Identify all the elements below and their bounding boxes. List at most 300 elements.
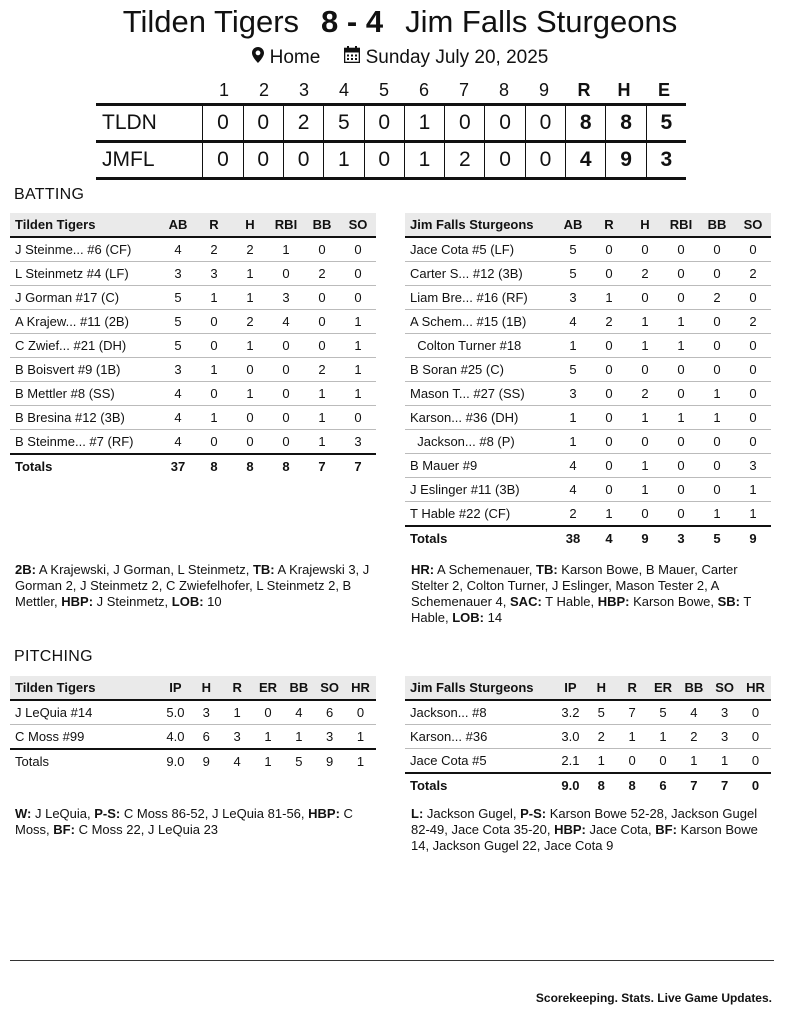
stat-cell: 1 xyxy=(627,478,663,502)
line-score-h: 8 xyxy=(605,106,645,140)
table-col-header: H xyxy=(191,676,222,700)
table-row xyxy=(405,749,771,774)
note-key: P-S: xyxy=(520,806,547,821)
away-team-name: Jim Falls Sturgeons xyxy=(405,4,678,39)
player-name: Mason T... #27 (SS) xyxy=(405,382,555,406)
table-col-header: BB xyxy=(678,676,709,700)
stat-cell: 4 xyxy=(555,310,591,334)
inning-score: 0 xyxy=(202,143,242,177)
table-row xyxy=(405,502,771,527)
stat-cell: 1 xyxy=(555,430,591,454)
player-name: Jackson... #8 (P) xyxy=(405,430,555,454)
stat-cell: 1 xyxy=(663,310,699,334)
stat-cell: 4 xyxy=(160,430,196,455)
table-row xyxy=(405,310,771,334)
table-row xyxy=(405,262,771,286)
line-score-col-header: 3 xyxy=(298,79,309,100)
stat-cell: 0 xyxy=(340,262,376,286)
note-value: A Krajewski 3, J Gorman 2, J Steinmetz 2, C Zwiefelhofer, L Steinmetz 2, B Mettler, xyxy=(15,562,370,609)
stat-cell: 0 xyxy=(268,358,304,382)
stat-cell: 0 xyxy=(699,358,735,382)
stat-cell: 0 xyxy=(340,237,376,262)
stat-cell: 1 xyxy=(232,382,268,406)
stat-cell: 1 xyxy=(340,310,376,334)
stat-cell: 5 xyxy=(586,700,617,725)
player-name: Liam Bre... #16 (RF) xyxy=(405,286,555,310)
stat-cell: 2 xyxy=(196,237,232,262)
stat-cell: 5 xyxy=(160,334,196,358)
batting-table-home xyxy=(10,213,376,478)
stat-cell: 2 xyxy=(627,382,663,406)
table-col-header: H xyxy=(232,213,268,237)
stat-cell: 1 xyxy=(555,334,591,358)
stat-cell: 0 xyxy=(735,237,771,262)
stat-cell: 2 xyxy=(699,286,735,310)
stat-cell: 5 xyxy=(555,358,591,382)
table-team-header: Jim Falls Sturgeons xyxy=(405,676,555,700)
stat-cell: 6 xyxy=(191,725,222,750)
location-label: Home xyxy=(269,47,321,68)
inning-score: 5 xyxy=(323,106,363,140)
game-title xyxy=(0,4,800,40)
totals-cell: 7 xyxy=(678,773,709,797)
totals-cell: 7 xyxy=(340,454,376,478)
stat-cell: 0 xyxy=(735,406,771,430)
stat-cell: 2 xyxy=(304,262,340,286)
stat-cell: 3 xyxy=(191,700,222,725)
table-row xyxy=(405,478,771,502)
player-name: B Bresina #12 (3B) xyxy=(10,406,160,430)
inning-score: 0 xyxy=(202,106,242,140)
stat-cell: 1 xyxy=(196,406,232,430)
stat-cell: 0 xyxy=(196,382,232,406)
stat-cell: 5.0 xyxy=(160,700,191,725)
table-header-row xyxy=(405,213,771,237)
totals-cell: 1 xyxy=(345,749,376,773)
stat-cell: 0 xyxy=(663,478,699,502)
stat-cell: 2 xyxy=(232,310,268,334)
player-name: J Eslinger #11 (3B) xyxy=(405,478,555,502)
stat-cell: 0 xyxy=(663,286,699,310)
note-key: LOB: xyxy=(452,610,484,625)
totals-cell: 8 xyxy=(232,454,268,478)
table-col-header: R xyxy=(617,676,648,700)
totals-row xyxy=(10,454,376,478)
stat-cell: 2 xyxy=(627,262,663,286)
pitching-notes-home xyxy=(15,806,377,838)
stat-cell: 1 xyxy=(283,725,314,750)
note-value: C Moss, xyxy=(15,806,353,837)
table-col-header: RBI xyxy=(268,213,304,237)
stat-cell: 0 xyxy=(196,430,232,455)
stat-cell: 3 xyxy=(340,430,376,455)
stat-cell: 2 xyxy=(735,310,771,334)
note-key: LOB: xyxy=(171,594,204,609)
totals-label: Totals xyxy=(405,526,555,550)
note-value: C Moss 86-52, J LeQuia 81-56, xyxy=(120,806,309,821)
stat-cell: 1 xyxy=(709,749,740,774)
table-col-header: RBI xyxy=(663,213,699,237)
stat-cell: 0 xyxy=(627,502,663,527)
line-score-team: TLDN xyxy=(102,111,157,134)
totals-cell: 38 xyxy=(555,526,591,550)
table-row xyxy=(10,700,376,725)
table-col-header: AB xyxy=(555,213,591,237)
player-name: Jace Cota #5 xyxy=(405,749,555,774)
line-score-col-header: 6 xyxy=(418,79,429,100)
stat-cell: 0 xyxy=(735,334,771,358)
stat-cell: 1 xyxy=(304,406,340,430)
stat-cell: 7 xyxy=(617,700,648,725)
line-score-header xyxy=(96,77,686,103)
stat-cell: 1 xyxy=(555,406,591,430)
player-name: J LeQuia #14 xyxy=(10,700,160,725)
totals-cell: 8 xyxy=(196,454,232,478)
stat-cell: 2 xyxy=(586,725,617,749)
table-row xyxy=(405,725,771,749)
stat-cell: 1 xyxy=(648,725,679,749)
inning-score: 2 xyxy=(444,143,484,177)
stat-cell: 0 xyxy=(663,502,699,527)
stat-cell: 0 xyxy=(304,310,340,334)
stat-cell: 1 xyxy=(232,262,268,286)
map-pin-icon xyxy=(252,47,264,69)
stat-cell: 0 xyxy=(663,237,699,262)
stat-cell: 0 xyxy=(663,430,699,454)
note-key: BF: xyxy=(655,822,677,837)
pitching-notes-away xyxy=(411,806,773,854)
stat-cell: 0 xyxy=(735,430,771,454)
note-value: Jackson Gugel, xyxy=(423,806,521,821)
table-col-header: ER xyxy=(648,676,679,700)
totals-cell: 8 xyxy=(268,454,304,478)
stat-cell: 1 xyxy=(222,700,253,725)
note-key: HBP: xyxy=(597,594,630,609)
stat-cell: 2.1 xyxy=(555,749,586,774)
inning-score: 0 xyxy=(283,143,323,177)
stat-cell: 5 xyxy=(555,262,591,286)
stat-cell: 0 xyxy=(591,358,627,382)
stat-cell: 0 xyxy=(232,358,268,382)
note-value: T Hable, xyxy=(411,594,752,625)
line-score-r: 8 xyxy=(565,106,605,140)
stat-cell: 5 xyxy=(160,310,196,334)
stat-cell: 0 xyxy=(663,358,699,382)
stat-cell: 0 xyxy=(699,478,735,502)
player-name: A Krajew... #11 (2B) xyxy=(10,310,160,334)
stat-cell: 0 xyxy=(699,334,735,358)
table-row xyxy=(405,700,771,725)
table-row xyxy=(10,237,376,262)
stat-cell: 0 xyxy=(699,237,735,262)
table-col-header: IP xyxy=(160,676,191,700)
table-col-header: R xyxy=(222,676,253,700)
player-name: Karson... #36 (DH) xyxy=(405,406,555,430)
stat-cell: 0 xyxy=(627,237,663,262)
stat-cell: 1 xyxy=(304,382,340,406)
pitching-table-home xyxy=(10,676,376,773)
table-row xyxy=(405,286,771,310)
table-row xyxy=(10,262,376,286)
stat-cell: 0 xyxy=(591,406,627,430)
totals-cell: 7 xyxy=(304,454,340,478)
totals-row xyxy=(405,526,771,550)
table-col-header: H xyxy=(586,676,617,700)
table-col-header: R xyxy=(196,213,232,237)
note-key: L: xyxy=(411,806,424,821)
note-value: Karson Bowe, xyxy=(629,594,718,609)
stat-cell: 0 xyxy=(740,749,771,774)
totals-cell: 9 xyxy=(627,526,663,550)
stat-cell: 4 xyxy=(268,310,304,334)
player-name: Carter S... #12 (3B) xyxy=(405,262,555,286)
totals-cell: 37 xyxy=(160,454,196,478)
table-col-header: BB xyxy=(699,213,735,237)
table-row xyxy=(10,430,376,455)
totals-cell: 4 xyxy=(222,749,253,773)
line-score-col-header: 1 xyxy=(218,79,229,100)
table-col-header: HR xyxy=(740,676,771,700)
stat-cell: 0 xyxy=(304,334,340,358)
totals-cell: 1 xyxy=(253,749,284,773)
player-name: B Soran #25 (C) xyxy=(405,358,555,382)
stat-cell: 0 xyxy=(699,310,735,334)
stat-cell: 0 xyxy=(699,454,735,478)
player-name: Jackson... #8 xyxy=(405,700,555,725)
table-col-header: IP xyxy=(555,676,586,700)
final-score: 8 - 4 xyxy=(321,4,384,39)
stat-cell: 0 xyxy=(591,237,627,262)
line-score-e: 3 xyxy=(646,143,686,177)
stat-cell: 2 xyxy=(591,310,627,334)
stat-cell: 1 xyxy=(232,286,268,310)
table-col-header: SO xyxy=(735,213,771,237)
stat-cell: 3 xyxy=(160,262,196,286)
totals-cell: 3 xyxy=(663,526,699,550)
table-row xyxy=(405,358,771,382)
stat-cell: 1 xyxy=(268,237,304,262)
totals-cell: 6 xyxy=(648,773,679,797)
totals-label: Totals xyxy=(10,749,160,773)
stat-cell: 2 xyxy=(735,262,771,286)
stat-cell: 0 xyxy=(232,430,268,455)
table-team-header: Jim Falls Sturgeons xyxy=(405,213,555,237)
stat-cell: 0 xyxy=(591,430,627,454)
player-name: Karson... #36 xyxy=(405,725,555,749)
table-header-row xyxy=(10,213,376,237)
totals-cell: 0 xyxy=(740,773,771,797)
inning-score: 0 xyxy=(364,106,404,140)
table-row xyxy=(10,725,376,750)
table-row xyxy=(405,430,771,454)
stat-cell: 1 xyxy=(591,502,627,527)
inning-score: 0 xyxy=(444,106,484,140)
line-score-col-header: 2 xyxy=(258,79,269,100)
stat-cell: 3 xyxy=(222,725,253,750)
line-score-row xyxy=(96,103,686,143)
note-value: Jace Cota, xyxy=(585,822,656,837)
stat-cell: 0 xyxy=(232,406,268,430)
note-key: SB: xyxy=(717,594,741,609)
note-key: HBP: xyxy=(308,806,340,821)
stat-cell: 0 xyxy=(591,334,627,358)
footer-tagline: Scorekeeping. Stats. Live Game Updates. xyxy=(535,991,772,1005)
stat-cell: 1 xyxy=(196,286,232,310)
batting-notes-away xyxy=(411,562,773,626)
table-row xyxy=(405,334,771,358)
table-row xyxy=(405,382,771,406)
stat-cell: 1 xyxy=(627,310,663,334)
totals-cell: 8 xyxy=(617,773,648,797)
stat-cell: 0 xyxy=(699,262,735,286)
stat-cell: 4 xyxy=(160,237,196,262)
line-score-team: JMFL xyxy=(102,148,155,171)
table-row xyxy=(10,406,376,430)
stat-cell: 3 xyxy=(314,725,345,750)
stat-cell: 1 xyxy=(617,725,648,749)
line-score-col-header: 8 xyxy=(498,79,509,100)
stat-cell: 0 xyxy=(340,286,376,310)
stat-cell: 5 xyxy=(648,700,679,725)
stat-cell: 0 xyxy=(304,286,340,310)
stat-cell: 0 xyxy=(196,310,232,334)
stat-cell: 4 xyxy=(160,406,196,430)
note-key: P-S: xyxy=(94,806,121,821)
stat-cell: 1 xyxy=(699,382,735,406)
line-score-col-header: H xyxy=(617,79,631,100)
line-score-col-header: 7 xyxy=(458,79,469,100)
stat-cell: 3 xyxy=(709,725,740,749)
stat-cell: 0 xyxy=(648,749,679,774)
stat-cell: 3 xyxy=(735,454,771,478)
stat-cell: 1 xyxy=(678,749,709,774)
inning-score: 1 xyxy=(404,143,444,177)
stat-cell: 1 xyxy=(340,334,376,358)
stat-cell: 0 xyxy=(591,382,627,406)
table-team-header: Tilden Tigers xyxy=(10,676,160,700)
note-value: J LeQuia, xyxy=(31,806,95,821)
stat-cell: 5 xyxy=(160,286,196,310)
stat-cell: 3 xyxy=(555,286,591,310)
stat-cell: 1 xyxy=(627,454,663,478)
stat-cell: 0 xyxy=(627,430,663,454)
table-col-header: HR xyxy=(345,676,376,700)
inning-score: 2 xyxy=(283,106,323,140)
inning-score: 0 xyxy=(484,106,524,140)
table-col-header: H xyxy=(627,213,663,237)
table-team-header: Tilden Tigers xyxy=(10,213,160,237)
player-name: A Schem... #15 (1B) xyxy=(405,310,555,334)
player-name: Colton Turner #18 xyxy=(405,334,555,358)
table-row xyxy=(405,237,771,262)
pitching-table-away xyxy=(405,676,771,797)
player-name: Jace Cota #5 (LF) xyxy=(405,237,555,262)
stat-cell: 1 xyxy=(586,749,617,774)
table-row xyxy=(10,358,376,382)
line-score-col-header: 9 xyxy=(538,79,549,100)
note-key: SAC: xyxy=(510,594,542,609)
note-value: Karson Bowe 14, Jackson Gugel 22, Jace Cota 9 xyxy=(411,822,758,853)
stat-cell: 2 xyxy=(555,502,591,527)
inning-score: 0 xyxy=(243,106,283,140)
totals-label: Totals xyxy=(10,454,160,478)
stat-cell: 2 xyxy=(304,358,340,382)
game-info xyxy=(0,46,800,69)
line-score-row xyxy=(96,143,686,180)
stat-cell: 4 xyxy=(678,700,709,725)
line-score-r: 4 xyxy=(565,143,605,177)
stat-cell: 0 xyxy=(268,382,304,406)
stat-cell: 2 xyxy=(678,725,709,749)
stat-cell: 1 xyxy=(196,358,232,382)
inning-score: 0 xyxy=(484,143,524,177)
stat-cell: 0 xyxy=(699,430,735,454)
stat-cell: 4 xyxy=(555,454,591,478)
note-value: A Krajewski, J Gorman, L Steinmetz, xyxy=(35,562,253,577)
player-name: C Moss #99 xyxy=(10,725,160,750)
stat-cell: 1 xyxy=(591,286,627,310)
totals-cell: 9.0 xyxy=(555,773,586,797)
stat-cell: 3 xyxy=(160,358,196,382)
totals-cell: 9 xyxy=(314,749,345,773)
batting-section-label: BATTING xyxy=(14,186,85,203)
stat-cell: 0 xyxy=(268,262,304,286)
stat-cell: 0 xyxy=(268,430,304,455)
note-value: J Steinmetz, xyxy=(93,594,172,609)
table-row xyxy=(10,382,376,406)
stat-cell: 0 xyxy=(196,334,232,358)
stat-cell: 3.0 xyxy=(555,725,586,749)
table-header-row xyxy=(405,676,771,700)
table-col-header: SO xyxy=(709,676,740,700)
table-row xyxy=(10,310,376,334)
note-key: 2B: xyxy=(15,562,36,577)
totals-cell: 5 xyxy=(283,749,314,773)
table-col-header: AB xyxy=(160,213,196,237)
line-score xyxy=(96,77,686,180)
stat-cell: 0 xyxy=(663,454,699,478)
stat-cell: 0 xyxy=(740,725,771,749)
totals-label: Totals xyxy=(405,773,555,797)
batting-notes-home xyxy=(15,562,377,610)
stat-cell: 0 xyxy=(627,286,663,310)
stat-cell: 0 xyxy=(340,406,376,430)
stat-cell: 1 xyxy=(304,430,340,455)
inning-score: 0 xyxy=(243,143,283,177)
line-score-e: 5 xyxy=(646,106,686,140)
stat-cell: 1 xyxy=(627,334,663,358)
table-col-header: BB xyxy=(283,676,314,700)
note-value: A Schemenauer, xyxy=(434,562,537,577)
inning-score: 1 xyxy=(323,143,363,177)
player-name: C Zwief... #21 (DH) xyxy=(10,334,160,358)
home-team-name: Tilden Tigers xyxy=(122,4,300,39)
stat-cell: 0 xyxy=(663,382,699,406)
stat-cell: 0 xyxy=(617,749,648,774)
totals-cell: 5 xyxy=(699,526,735,550)
stat-cell: 4.0 xyxy=(160,725,191,750)
pitching-section-label: PITCHING xyxy=(14,648,93,665)
stat-cell: 0 xyxy=(253,700,284,725)
player-name: T Hable #22 (CF) xyxy=(405,502,555,527)
note-value: Karson Bowe 52-28, Jackson Gugel 82-49, Jace Cota 35-20, xyxy=(411,806,758,837)
stat-cell: 0 xyxy=(591,262,627,286)
stat-cell: 6 xyxy=(314,700,345,725)
stat-cell: 3.2 xyxy=(555,700,586,725)
stat-cell: 0 xyxy=(345,700,376,725)
stat-cell: 0 xyxy=(735,382,771,406)
table-row xyxy=(405,406,771,430)
